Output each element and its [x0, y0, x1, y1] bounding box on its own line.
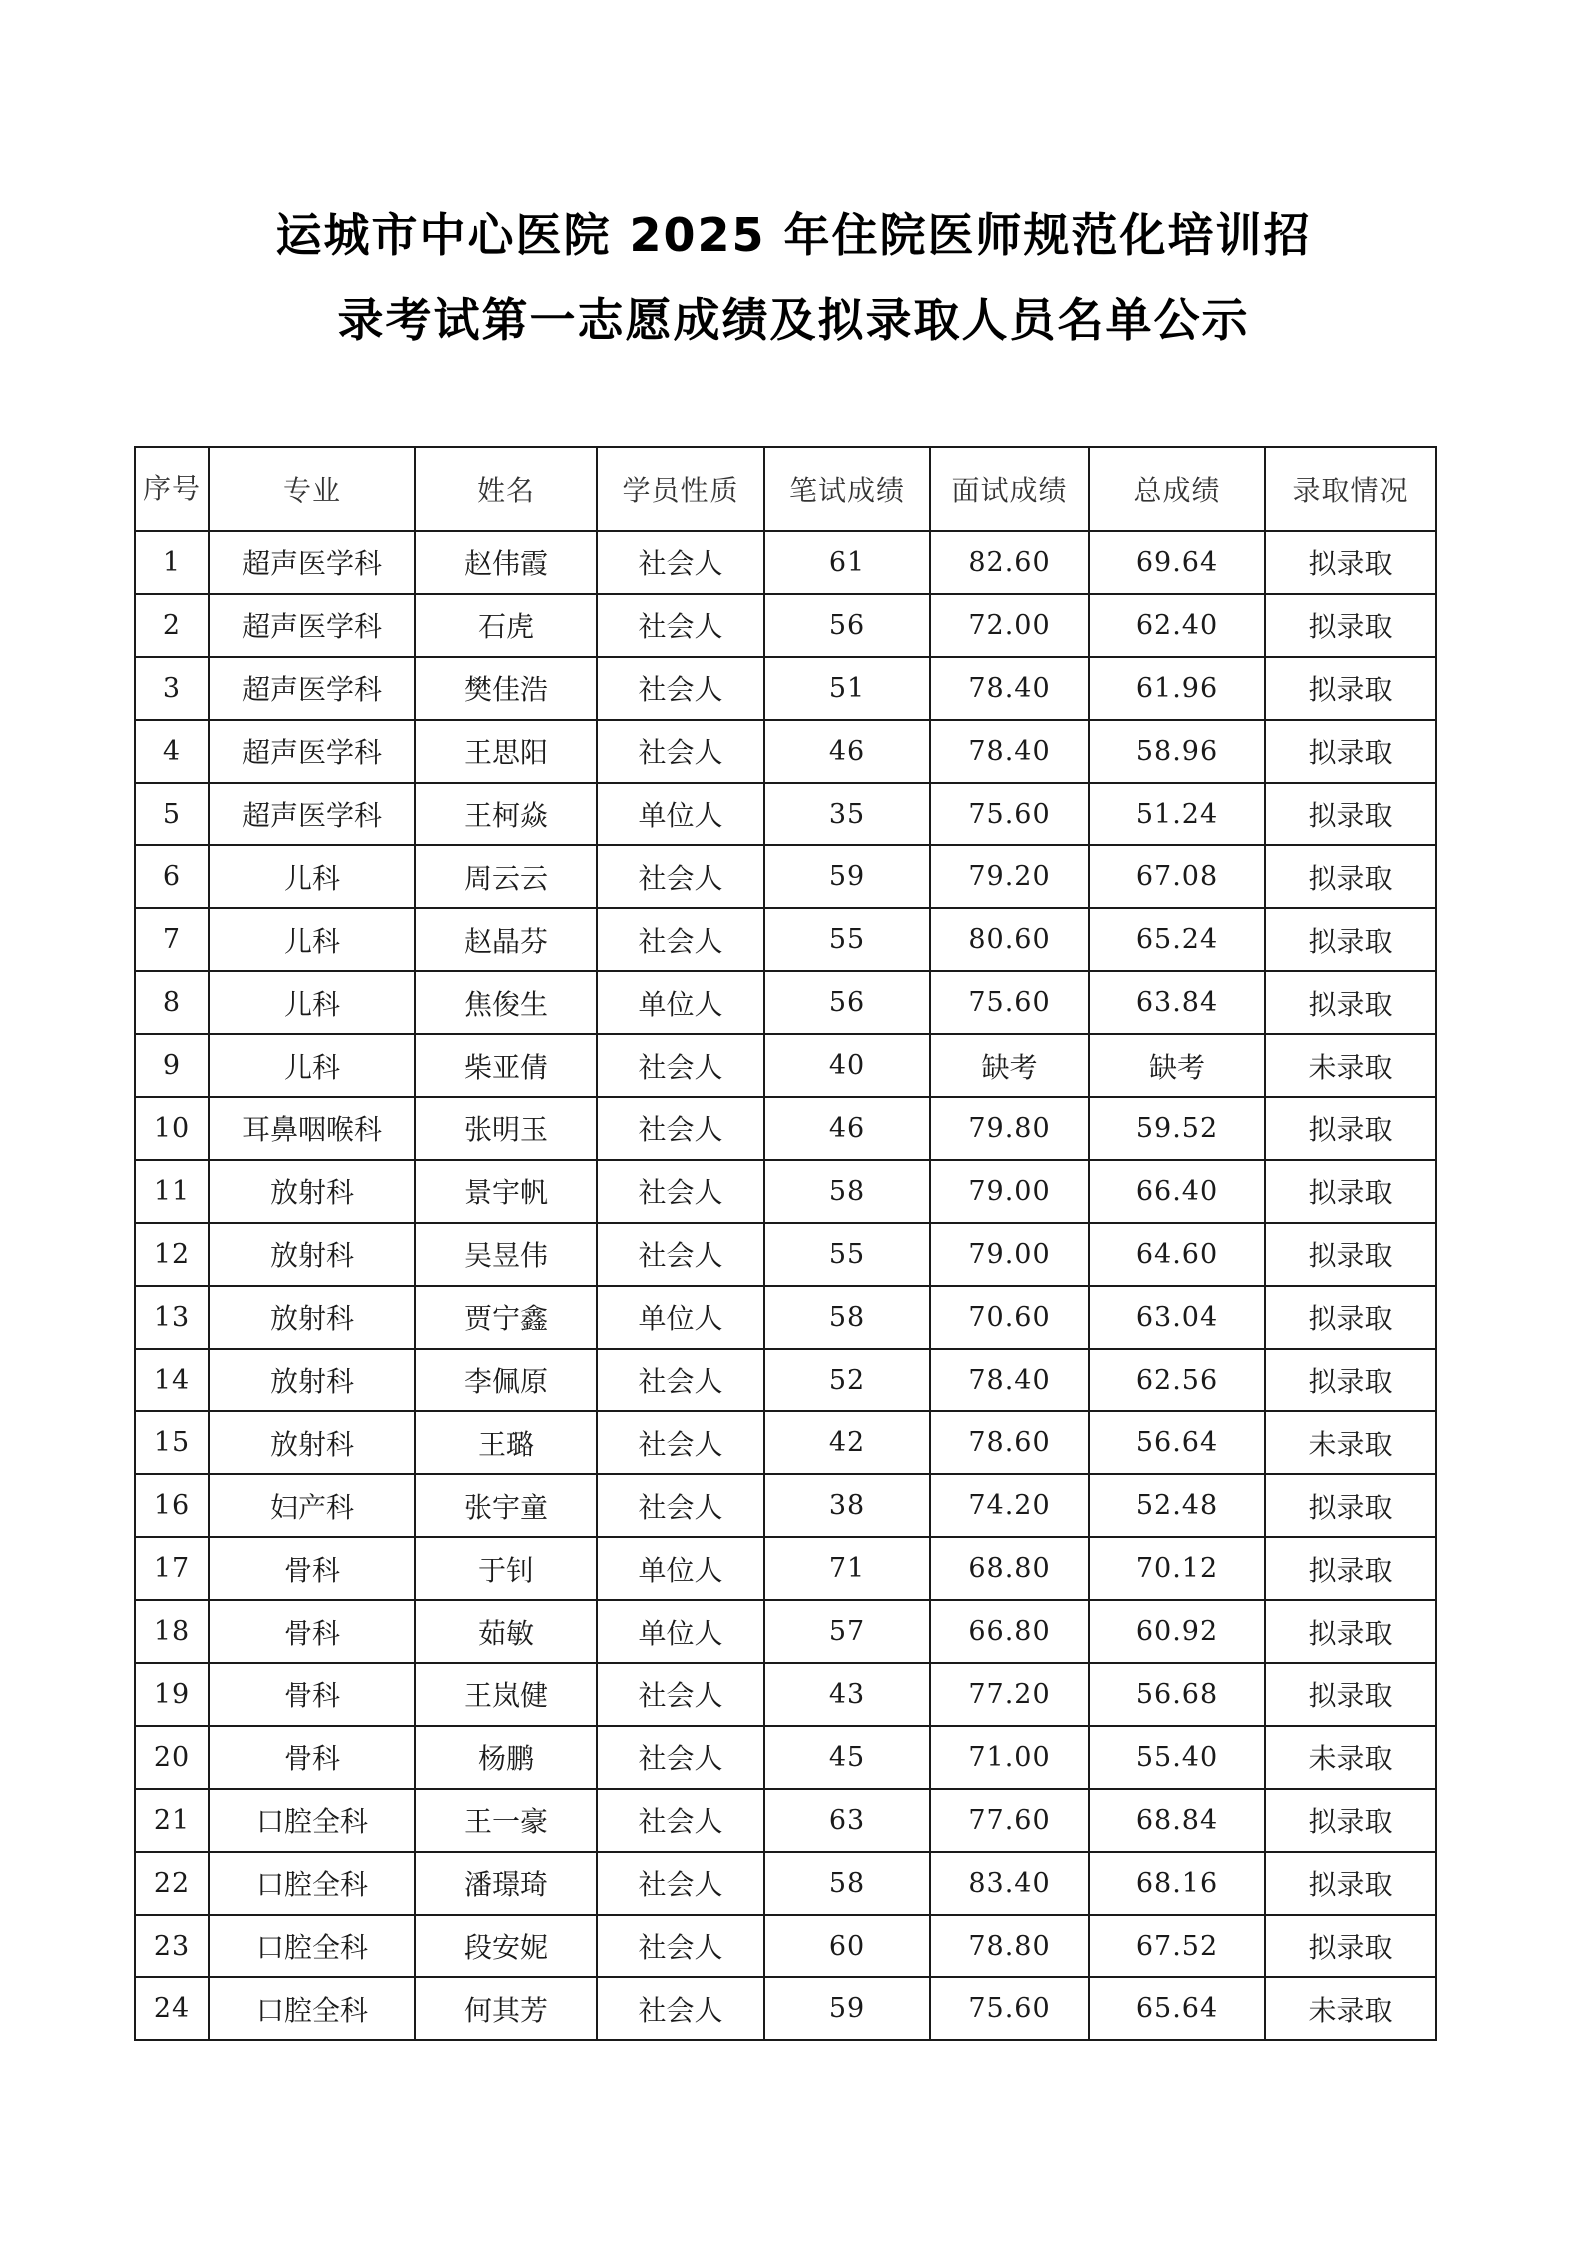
cell-seq: 18 — [135, 1600, 209, 1663]
cell-interview-score: 66.80 — [930, 1600, 1089, 1663]
table-row — [135, 1411, 1436, 1474]
cell-written-score: 40 — [764, 1034, 930, 1097]
cell-seq: 22 — [135, 1852, 209, 1915]
cell-trainee-type: 社会人 — [597, 1097, 764, 1160]
cell-written-score: 58 — [764, 1160, 930, 1223]
cell-total-score: 70.12 — [1089, 1537, 1265, 1600]
cell-admission-status: 拟录取 — [1265, 971, 1436, 1034]
cell-major: 放射科 — [209, 1349, 415, 1412]
cell-interview-score: 75.60 — [930, 1977, 1089, 2040]
cell-major: 超声医学科 — [209, 594, 415, 657]
cell-major: 儿科 — [209, 908, 415, 971]
cell-name: 王璐 — [415, 1411, 597, 1474]
cell-trainee-type: 社会人 — [597, 1789, 764, 1852]
cell-seq: 1 — [135, 531, 209, 594]
table-row — [135, 1034, 1436, 1097]
header-total-score: 总成绩 — [1089, 447, 1265, 531]
table-row — [135, 1097, 1436, 1160]
cell-admission-status: 拟录取 — [1265, 1097, 1436, 1160]
cell-admission-status: 拟录取 — [1265, 908, 1436, 971]
cell-total-score: 68.84 — [1089, 1789, 1265, 1852]
cell-major: 超声医学科 — [209, 531, 415, 594]
cell-written-score: 58 — [764, 1286, 930, 1349]
cell-interview-score: 82.60 — [930, 531, 1089, 594]
cell-trainee-type: 单位人 — [597, 1537, 764, 1600]
cell-interview-score: 75.60 — [930, 783, 1089, 846]
cell-admission-status: 未录取 — [1265, 1977, 1436, 2040]
table-row — [135, 1223, 1436, 1286]
cell-written-score: 60 — [764, 1915, 930, 1978]
cell-seq: 11 — [135, 1160, 209, 1223]
cell-seq: 24 — [135, 1977, 209, 2040]
cell-seq: 2 — [135, 594, 209, 657]
cell-seq: 7 — [135, 908, 209, 971]
cell-total-score: 56.68 — [1089, 1663, 1265, 1726]
cell-name: 景宇帆 — [415, 1160, 597, 1223]
cell-total-score: 63.04 — [1089, 1286, 1265, 1349]
cell-seq: 13 — [135, 1286, 209, 1349]
cell-trainee-type: 单位人 — [597, 971, 764, 1034]
table-row — [135, 783, 1436, 846]
cell-interview-score: 68.80 — [930, 1537, 1089, 1600]
cell-major: 放射科 — [209, 1411, 415, 1474]
cell-name: 李佩原 — [415, 1349, 597, 1412]
cell-interview-score: 80.60 — [930, 908, 1089, 971]
cell-written-score: 42 — [764, 1411, 930, 1474]
header-seq: 序号 — [135, 447, 209, 531]
cell-total-score: 60.92 — [1089, 1600, 1265, 1663]
cell-trainee-type: 社会人 — [597, 908, 764, 971]
cell-name: 吴昱伟 — [415, 1223, 597, 1286]
cell-trainee-type: 社会人 — [597, 720, 764, 783]
cell-admission-status: 拟录取 — [1265, 1286, 1436, 1349]
admission-results-table — [134, 446, 1437, 2041]
table-row — [135, 1474, 1436, 1537]
cell-interview-score: 缺考 — [930, 1034, 1089, 1097]
cell-name: 于钊 — [415, 1537, 597, 1600]
cell-major: 骨科 — [209, 1600, 415, 1663]
cell-trainee-type: 社会人 — [597, 1726, 764, 1789]
cell-admission-status: 拟录取 — [1265, 1789, 1436, 1852]
cell-written-score: 56 — [764, 594, 930, 657]
cell-trainee-type: 社会人 — [597, 1034, 764, 1097]
cell-name: 贾宁鑫 — [415, 1286, 597, 1349]
cell-admission-status: 拟录取 — [1265, 1349, 1436, 1412]
cell-admission-status: 拟录取 — [1265, 531, 1436, 594]
cell-total-score: 52.48 — [1089, 1474, 1265, 1537]
document-title-line-2: 录考试第一志愿成绩及拟录取人员名单公示 — [337, 293, 1250, 347]
cell-seq: 5 — [135, 783, 209, 846]
cell-seq: 21 — [135, 1789, 209, 1852]
table-row — [135, 1349, 1436, 1412]
cell-interview-score: 74.20 — [930, 1474, 1089, 1537]
cell-interview-score: 83.40 — [930, 1852, 1089, 1915]
cell-written-score: 38 — [764, 1474, 930, 1537]
cell-seq: 15 — [135, 1411, 209, 1474]
cell-name: 王思阳 — [415, 720, 597, 783]
cell-interview-score: 77.60 — [930, 1789, 1089, 1852]
table-row — [135, 1789, 1436, 1852]
table-row — [135, 720, 1436, 783]
cell-trainee-type: 社会人 — [597, 657, 764, 720]
cell-interview-score: 78.40 — [930, 720, 1089, 783]
cell-written-score: 45 — [764, 1726, 930, 1789]
cell-total-score: 55.40 — [1089, 1726, 1265, 1789]
cell-interview-score: 75.60 — [930, 971, 1089, 1034]
cell-major: 超声医学科 — [209, 783, 415, 846]
cell-seq: 19 — [135, 1663, 209, 1726]
cell-admission-status: 拟录取 — [1265, 657, 1436, 720]
cell-total-score: 51.24 — [1089, 783, 1265, 846]
cell-trainee-type: 社会人 — [597, 1349, 764, 1412]
header-admission-status: 录取情况 — [1265, 447, 1436, 531]
cell-total-score: 62.56 — [1089, 1349, 1265, 1412]
cell-interview-score: 78.80 — [930, 1915, 1089, 1978]
table-row — [135, 908, 1436, 971]
table-row — [135, 1852, 1436, 1915]
cell-major: 口腔全科 — [209, 1789, 415, 1852]
cell-total-score: 64.60 — [1089, 1223, 1265, 1286]
cell-seq: 6 — [135, 845, 209, 908]
table-row — [135, 1286, 1436, 1349]
cell-admission-status: 拟录取 — [1265, 1600, 1436, 1663]
cell-written-score: 55 — [764, 908, 930, 971]
table-row — [135, 1915, 1436, 1978]
cell-interview-score: 71.00 — [930, 1726, 1089, 1789]
cell-major: 放射科 — [209, 1286, 415, 1349]
cell-interview-score: 78.40 — [930, 657, 1089, 720]
table-header-row — [135, 447, 1436, 531]
cell-interview-score: 78.40 — [930, 1349, 1089, 1412]
cell-major: 儿科 — [209, 971, 415, 1034]
cell-trainee-type: 社会人 — [597, 1915, 764, 1978]
cell-trainee-type: 社会人 — [597, 845, 764, 908]
table-row — [135, 845, 1436, 908]
cell-admission-status: 拟录取 — [1265, 1223, 1436, 1286]
cell-written-score: 56 — [764, 971, 930, 1034]
cell-name: 潘璟琦 — [415, 1852, 597, 1915]
cell-seq: 12 — [135, 1223, 209, 1286]
cell-trainee-type: 单位人 — [597, 783, 764, 846]
cell-name: 段安妮 — [415, 1915, 597, 1978]
cell-total-score: 65.24 — [1089, 908, 1265, 971]
cell-interview-score: 79.00 — [930, 1160, 1089, 1223]
cell-total-score: 65.64 — [1089, 1977, 1265, 2040]
cell-trainee-type: 单位人 — [597, 1600, 764, 1663]
cell-major: 儿科 — [209, 845, 415, 908]
cell-interview-score: 79.00 — [930, 1223, 1089, 1286]
document-title-line-1: 运城市中心医院 2025 年住院医师规范化培训招 — [275, 208, 1312, 262]
table-row — [135, 971, 1436, 1034]
cell-name: 王一豪 — [415, 1789, 597, 1852]
cell-name: 赵晶芬 — [415, 908, 597, 971]
cell-total-score: 69.64 — [1089, 531, 1265, 594]
cell-admission-status: 未录取 — [1265, 1034, 1436, 1097]
cell-major: 超声医学科 — [209, 720, 415, 783]
cell-seq: 9 — [135, 1034, 209, 1097]
cell-admission-status: 拟录取 — [1265, 1915, 1436, 1978]
cell-name: 杨鹏 — [415, 1726, 597, 1789]
cell-written-score: 52 — [764, 1349, 930, 1412]
cell-trainee-type: 社会人 — [597, 1411, 764, 1474]
cell-name: 石虎 — [415, 594, 597, 657]
cell-major: 骨科 — [209, 1726, 415, 1789]
cell-major: 骨科 — [209, 1537, 415, 1600]
cell-seq: 14 — [135, 1349, 209, 1412]
cell-interview-score: 79.80 — [930, 1097, 1089, 1160]
cell-written-score: 35 — [764, 783, 930, 846]
cell-trainee-type: 社会人 — [597, 1160, 764, 1223]
cell-trainee-type: 社会人 — [597, 531, 764, 594]
table-row — [135, 594, 1436, 657]
cell-seq: 10 — [135, 1097, 209, 1160]
cell-major: 放射科 — [209, 1223, 415, 1286]
cell-name: 焦俊生 — [415, 971, 597, 1034]
cell-name: 王岚健 — [415, 1663, 597, 1726]
cell-total-score: 58.96 — [1089, 720, 1265, 783]
cell-major: 耳鼻咽喉科 — [209, 1097, 415, 1160]
cell-seq: 20 — [135, 1726, 209, 1789]
cell-total-score: 61.96 — [1089, 657, 1265, 720]
cell-trainee-type: 社会人 — [597, 1852, 764, 1915]
cell-major: 口腔全科 — [209, 1977, 415, 2040]
cell-admission-status: 拟录取 — [1265, 594, 1436, 657]
cell-admission-status: 拟录取 — [1265, 1537, 1436, 1600]
cell-trainee-type: 社会人 — [597, 1977, 764, 2040]
cell-trainee-type: 社会人 — [597, 594, 764, 657]
cell-written-score: 55 — [764, 1223, 930, 1286]
cell-major: 口腔全科 — [209, 1915, 415, 1978]
cell-written-score: 59 — [764, 845, 930, 908]
header-name: 姓名 — [415, 447, 597, 531]
cell-interview-score: 79.20 — [930, 845, 1089, 908]
header-interview-score: 面试成绩 — [930, 447, 1089, 531]
cell-interview-score: 78.60 — [930, 1411, 1089, 1474]
table-row — [135, 1663, 1436, 1726]
table-row — [135, 1977, 1436, 2040]
cell-major: 儿科 — [209, 1034, 415, 1097]
cell-admission-status: 拟录取 — [1265, 1474, 1436, 1537]
cell-written-score: 58 — [764, 1852, 930, 1915]
cell-major: 口腔全科 — [209, 1852, 415, 1915]
cell-total-score: 67.52 — [1089, 1915, 1265, 1978]
cell-written-score: 51 — [764, 657, 930, 720]
cell-total-score: 63.84 — [1089, 971, 1265, 1034]
header-trainee-type: 学员性质 — [597, 447, 764, 531]
cell-total-score: 67.08 — [1089, 845, 1265, 908]
cell-trainee-type: 社会人 — [597, 1474, 764, 1537]
table-row — [135, 1726, 1436, 1789]
cell-seq: 16 — [135, 1474, 209, 1537]
table-row — [135, 1537, 1436, 1600]
cell-written-score: 57 — [764, 1600, 930, 1663]
table-row — [135, 657, 1436, 720]
cell-written-score: 63 — [764, 1789, 930, 1852]
header-major: 专业 — [209, 447, 415, 531]
cell-seq: 4 — [135, 720, 209, 783]
cell-name: 何其芳 — [415, 1977, 597, 2040]
cell-admission-status: 拟录取 — [1265, 720, 1436, 783]
cell-written-score: 46 — [764, 1097, 930, 1160]
cell-interview-score: 77.20 — [930, 1663, 1089, 1726]
cell-major: 妇产科 — [209, 1474, 415, 1537]
cell-written-score: 61 — [764, 531, 930, 594]
cell-total-score: 66.40 — [1089, 1160, 1265, 1223]
cell-written-score: 59 — [764, 1977, 930, 2040]
table-row — [135, 1600, 1436, 1663]
cell-name: 茹敏 — [415, 1600, 597, 1663]
cell-name: 王柯焱 — [415, 783, 597, 846]
cell-name: 柴亚倩 — [415, 1034, 597, 1097]
cell-trainee-type: 社会人 — [597, 1223, 764, 1286]
cell-major: 骨科 — [209, 1663, 415, 1726]
cell-admission-status: 拟录取 — [1265, 1663, 1436, 1726]
cell-major: 放射科 — [209, 1160, 415, 1223]
cell-total-score: 62.40 — [1089, 594, 1265, 657]
cell-trainee-type: 社会人 — [597, 1663, 764, 1726]
cell-seq: 8 — [135, 971, 209, 1034]
cell-name: 樊佳浩 — [415, 657, 597, 720]
table-row — [135, 1160, 1436, 1223]
cell-total-score: 缺考 — [1089, 1034, 1265, 1097]
cell-name: 周云云 — [415, 845, 597, 908]
cell-interview-score: 70.60 — [930, 1286, 1089, 1349]
cell-major: 超声医学科 — [209, 657, 415, 720]
cell-seq: 17 — [135, 1537, 209, 1600]
cell-written-score: 46 — [764, 720, 930, 783]
cell-admission-status: 拟录取 — [1265, 1852, 1436, 1915]
table-row — [135, 531, 1436, 594]
cell-name: 赵伟霞 — [415, 531, 597, 594]
cell-seq: 23 — [135, 1915, 209, 1978]
cell-name: 张宇童 — [415, 1474, 597, 1537]
cell-written-score: 43 — [764, 1663, 930, 1726]
table-body — [135, 531, 1436, 2040]
cell-total-score: 56.64 — [1089, 1411, 1265, 1474]
cell-interview-score: 72.00 — [930, 594, 1089, 657]
cell-admission-status: 未录取 — [1265, 1726, 1436, 1789]
cell-total-score: 68.16 — [1089, 1852, 1265, 1915]
cell-admission-status: 未录取 — [1265, 1411, 1436, 1474]
cell-trainee-type: 单位人 — [597, 1286, 764, 1349]
cell-name: 张明玉 — [415, 1097, 597, 1160]
cell-admission-status: 拟录取 — [1265, 845, 1436, 908]
cell-admission-status: 拟录取 — [1265, 1160, 1436, 1223]
header-written-score: 笔试成绩 — [764, 447, 930, 531]
cell-written-score: 71 — [764, 1537, 930, 1600]
cell-admission-status: 拟录取 — [1265, 783, 1436, 846]
cell-total-score: 59.52 — [1089, 1097, 1265, 1160]
cell-seq: 3 — [135, 657, 209, 720]
